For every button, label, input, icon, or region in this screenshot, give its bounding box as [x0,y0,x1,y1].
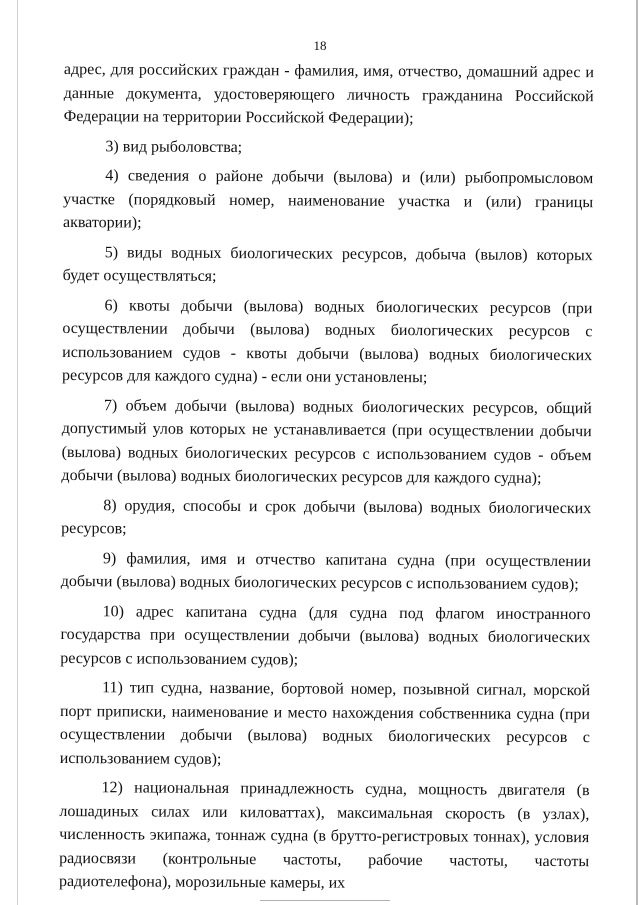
paragraph: 7) объем добычи (вылова) водных биологических ресурсов, общий допустимый улов которых не устанавливается (при осуществлении добычи (вылова) водных биологических ресурсов с использованием судов - объем добычи (вылова) водных биологических ресурсов для каждого судна); [61,396,592,487]
paragraph: 8) орудия, способы и срок добычи (вылова) водных биологических ресурсов; [61,496,592,538]
paragraph: 4) сведения о районе добычи (вылова) и (или) рыбопромысловом участке (порядковый номер, наименование участка и (или) границы акватории); [62,167,594,232]
page-number: 18 [313,38,327,53]
paragraph: 10) адрес капитана судна (для судна под флагом иностранного государства при осуществлении добычи (вылова) водных биологических ресурсов с использованием судов); [60,602,591,668]
scan-edge-bottom [260,900,390,901]
paragraph: 11) тип судна, название, бортовой номер, позывной сигнал, морской порт приписки, наименование и место нахождения собственника судна (при осуществлении добычи (вылова) водных биологических ресурсов с использованием судов); [59,679,591,768]
scan-edge-right [636,0,638,905]
paragraph: 12) национальная принадлежность судна, мощность двигателя (в лошадиных силах или киловаттах), максимальная скорость (в узлах), численность экипажа, тоннаж судна (в брутто-регистровых тоннах), условия радиосвязи (контрольные частоты, рабочие частоты, частоты радиотелефона), морозильные камеры, их [58,779,590,892]
paragraph: 6) квоты добычи (вылова) водных биологических ресурсов (при осуществлении добычи (вылова) водных биологических ресурсов с использованием судов - квоты добычи (вылова) водных биологических ресурсов для каждого судна) - если они установлены; [62,296,593,387]
document-body [59,58,594,897]
paragraph: адрес, для российских граждан - фамилия, имя, отчество, домашний адрес и данные документа, удостоверяющего личность гражданина Российской Федерации на территории Российской Федерации); [63,60,594,128]
paragraph: 9) фамилия, имя и отчество капитана судна (при осуществлении добычи (вылова) водных биологических ресурсов с использованием судов); [60,549,591,594]
paragraph: 3) вид рыболовства; [105,137,243,156]
paragraph: 5) виды водных биологических ресурсов, добыча (вылов) которых будет осуществляться; [62,243,593,285]
scan-edge-left [17,0,18,905]
